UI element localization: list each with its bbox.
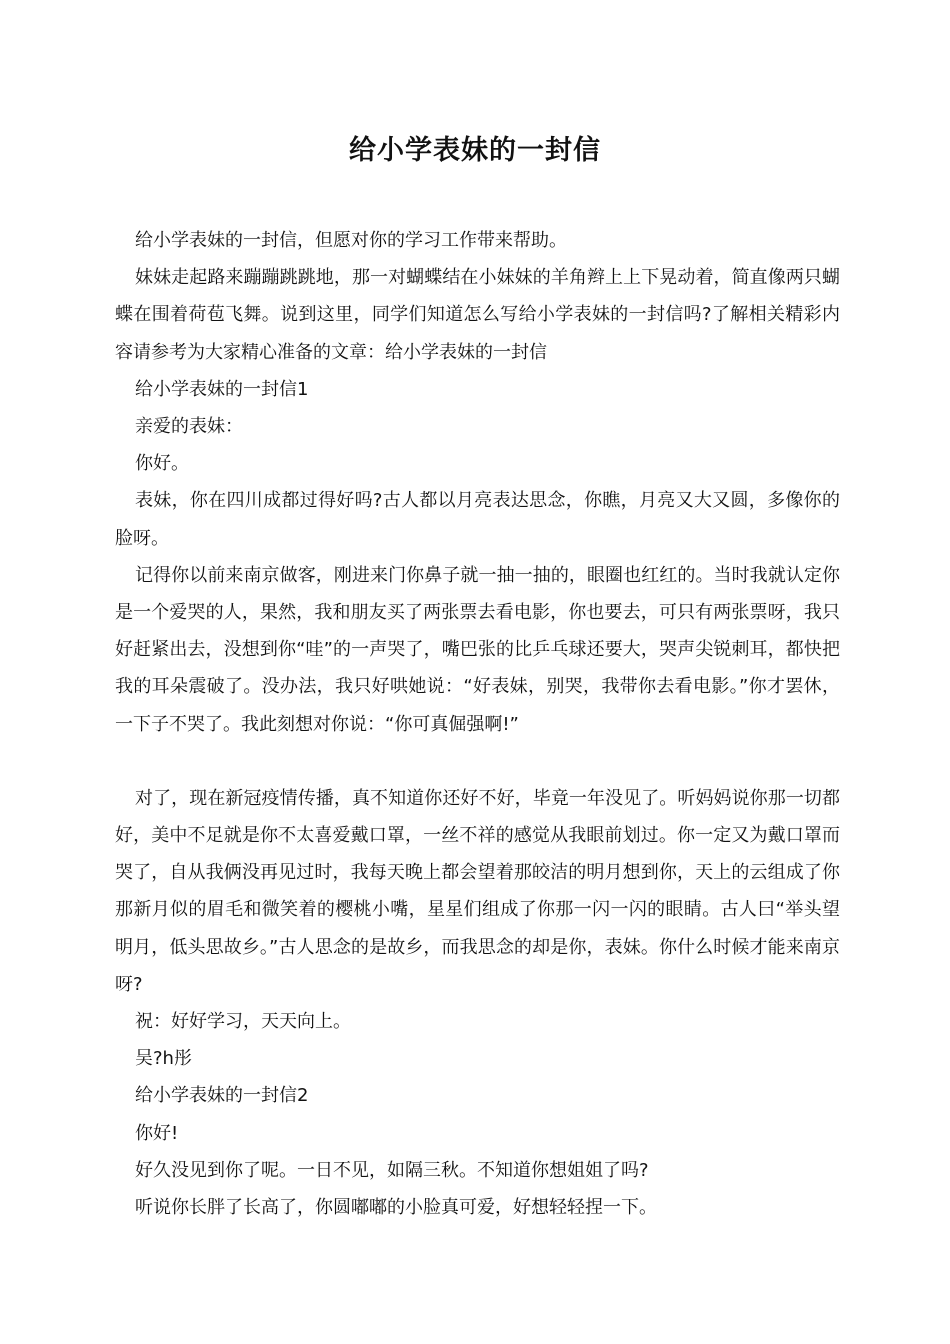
- letter-1-salutation: 亲爱的表妹：: [135, 416, 243, 438]
- paragraph-summary: 妹妹走起路来蹦蹦跳跳地，那一对蝴蝶结在小妹妹的羊角辫上上下晃动着，简直像两只蝴蝶在围着荷苞飞舞。说到这里，同学们知道怎么写给小学表妹的一封信吗?了解相关精彩内容请参考为大家精心准备的文章：给小学表妹的一封信: [115, 267, 840, 363]
- letter-2-paragraph: 听说你长胖了长高了，你圆嘟嘟的小脸真可爱，好想轻轻捏一下。: [135, 1197, 657, 1219]
- letter-1-greeting: 你好。: [135, 453, 189, 475]
- letter-2-greeting: 你好!: [135, 1122, 179, 1144]
- letter-1-heading: 给小学表妹的一封信1: [135, 378, 309, 400]
- letter-2-paragraph: 好久没见到你了呢。一日不见，如隔三秋。不知道你想姐姐了吗?: [135, 1159, 649, 1181]
- letter-1-closing: 祝：好好学习，天天向上。: [135, 1011, 351, 1033]
- letter-1-paragraph: 表妹，你在四川成都过得好吗?古人都以月亮表达思念，你瞧，月亮又大又圆，多像你的脸呀。: [115, 490, 840, 549]
- letter-1-paragraph: 对了，现在新冠疫情传播，真不知道你还好不好，毕竟一年没见了。听妈妈说你那一切都好，美中不足就是你不太喜爱戴口罩，一丝不祥的感觉从我眼前划过。你一定又为戴口罩而哭了，自从我俩没再见过时，我每天晚上都会望着那皎洁的明月想到你，天上的云组成了你那新月似的眉毛和微笑着的樱桃小嘴，星星们组成了你那一闪一闪的眼睛。古人曰“举头望明月，低头思故乡。”古人思念的是故乡，而我思念的却是你，表妹。你什么时候才能来南京呀?: [115, 787, 840, 995]
- letter-1-paragraph: 记得你以前来南京做客，刚进来门你鼻子就一抽一抽的，眼圈也红红的。当时我就认定你是一个爱哭的人，果然，我和朋友买了两张票去看电影，你也要去，可只有两张票呀，我只好赶紧出去，没想到你“哇”的一声哭了，嘴巴张的比乒乓球还要大，哭声尖锐刺耳，都快把我的耳朵震破了。没办法，我只好哄她说：“好表妹，别哭，我带你去看电影。”你才罢休，一下子不哭了。我此刻想对你说：“你可真倔强啊!”: [115, 564, 840, 735]
- paragraph-intro: 给小学表妹的一封信，但愿对你的学习工作带来帮助。: [135, 230, 567, 251]
- document-title: 给小学表妹的一封信: [349, 135, 601, 166]
- document-body: [115, 222, 840, 1226]
- letter-2-heading: 给小学表妹的一封信2: [135, 1085, 309, 1107]
- letter-1-signature: 吴?h彤: [135, 1048, 192, 1070]
